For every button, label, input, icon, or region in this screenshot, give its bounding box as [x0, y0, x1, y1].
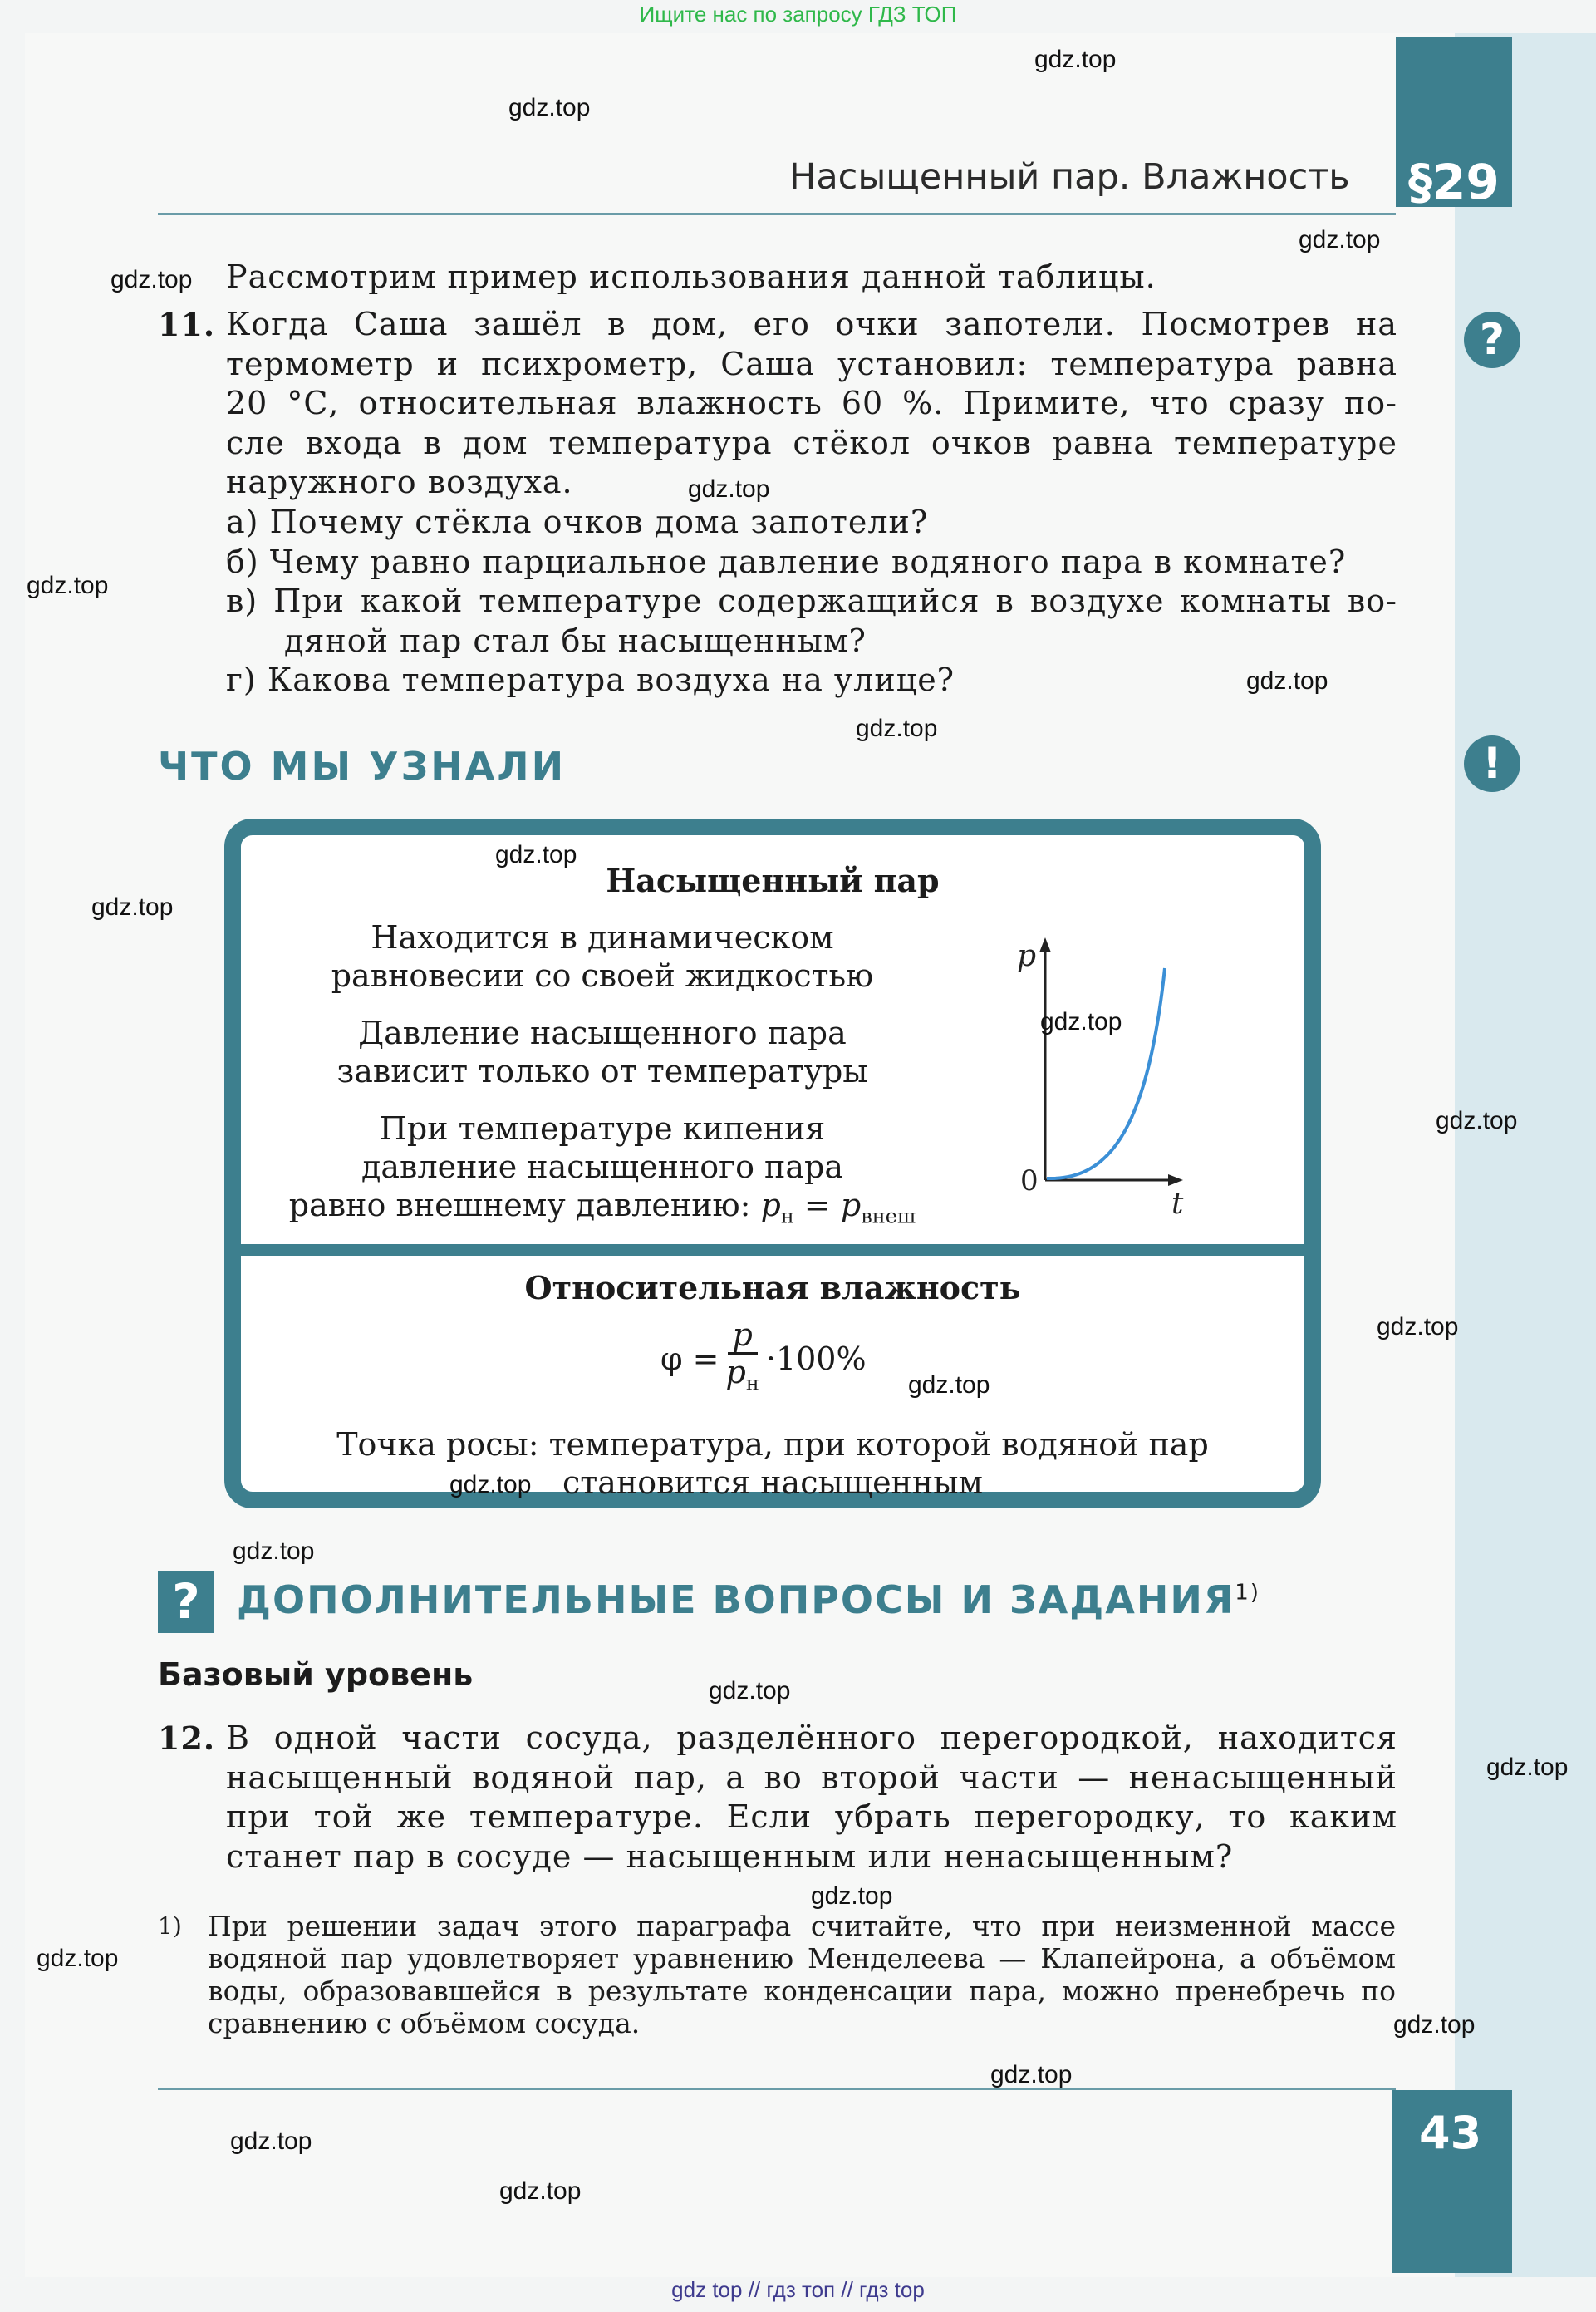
watermark: gdz.top [449, 1471, 532, 1498]
task-11-item-d: г) Какова температура воздуха на улице? [226, 662, 955, 698]
watermark: gdz.top [1040, 1008, 1122, 1035]
question-icon: ? [1464, 312, 1520, 368]
formula-phi: φ = [660, 1340, 719, 1377]
header-rule [158, 213, 1396, 215]
watermark: gdz.top [27, 572, 109, 599]
watermark: gdz.top [91, 893, 174, 921]
graph-y-arrow [1039, 937, 1051, 952]
task-12-line: насыщенный водяной пар, а во второй части — ненасыщенный [226, 1759, 1397, 1796]
watermark: gdz.top [1299, 226, 1381, 253]
task-12-body [226, 1719, 1397, 1877]
footnote-text: При решении задач этого параграфа считайте, что при неизменной массе водяной пар удовлетворяет уравнению Менделеева — Клапейрона, а объёмом воды, образовавшейся в результате конденсации пара, можно пренебречь по сравнению с объёмом сосуда. [208, 1910, 1396, 2039]
watermark: gdz.top [811, 1882, 893, 1910]
task-11-items [226, 503, 1397, 701]
formula-numerator: p [728, 1317, 758, 1355]
paragraph-number: §29 [1408, 154, 1500, 210]
fact-equilibrium: Находится в динамическом равновесии со своей жидкостью [331, 919, 874, 994]
task-12-line: В одной части сосуда, разделённого перегородкой, находится [226, 1719, 1397, 1756]
intro-text: Рассмотрим пример использования данной таблицы. [226, 258, 1156, 295]
task-11-item-a: а) Почему стёкла очков дома запотели? [226, 504, 929, 540]
saturated-vapor-title: Насыщенный пар [606, 862, 940, 899]
running-title: Насыщенный пар. Влажность [789, 156, 1350, 198]
task-11-line: Когда Саша зашёл в дом, его очки запотели. Посмотрев на [226, 306, 1397, 342]
graph-y-label: p [1017, 939, 1037, 973]
task-11-number: 11. [158, 306, 216, 343]
footnote [158, 1910, 1396, 2039]
watermark: gdz.top [688, 475, 770, 503]
footnote-mark: 1) [158, 1912, 182, 1940]
vapor-pressure-graph [1005, 931, 1205, 1221]
fact-boiling: При температуре кипения давление насыщенного пара равно внешнему давлению: $p_н = p_{внеш}$ [274, 1109, 931, 1236]
graph-curve [1047, 968, 1165, 1178]
page-number: 43 [1419, 2107, 1482, 2159]
task-11-body [226, 305, 1397, 503]
task-11-line: 20 °С, относительная влажность 60 %. Примите, что сразу по- [226, 385, 1397, 421]
top-banner[interactable]: Ищите нас по запросу ГДЗ ТОП [639, 2, 957, 27]
watermark: gdz.top [37, 1945, 119, 1972]
watermark: gdz.top [1436, 1107, 1518, 1134]
question-square-icon: ? [158, 1571, 214, 1633]
watermark: gdz.top [1486, 1754, 1569, 1781]
task-11-line: термометр и психрометр, Саша установил: температура равна [226, 345, 1397, 382]
boiling-formula: равно внешнему давлению: $p_н = p_{внеш}$ [288, 1187, 916, 1228]
level-heading: Базовый уровень [158, 1656, 474, 1693]
task-11-item-c-cont: дяной пар стал бы насыщенным? [284, 622, 867, 659]
watermark: gdz.top [1034, 46, 1117, 73]
task-12-line: станет пар в сосуде — насыщенным или ненасыщенным? [226, 1837, 1234, 1875]
relative-humidity-formula [660, 1317, 867, 1400]
footer-rule [158, 2088, 1396, 2090]
exclamation-icon: ! [1464, 735, 1520, 792]
task-11-item-b: б) Чему равно парциальное давление водяного пара в комнате? [226, 543, 1347, 580]
extra-questions-heading: ДОПОЛНИТЕЛЬНЫЕ ВОПРОСЫ И ЗАДАНИЯ$^{1)}$ [237, 1577, 1260, 1622]
right-margin-strip [1455, 33, 1596, 2277]
graph-origin: 0 [1020, 1164, 1039, 1198]
dew-point-definition: Точка росы: температура, при которой водяной пар становится насыщенным [336, 1426, 1209, 1501]
task-11-item-c: в) При какой температуре содержащийся в воздухе комнаты во- [226, 583, 1397, 619]
watermark: gdz.top [908, 1371, 990, 1399]
summary-heading: ЧТО МЫ УЗНАЛИ [158, 744, 567, 789]
watermark: gdz.top [1377, 1313, 1459, 1340]
bottom-banner[interactable]: gdz top // гдз топ // гдз top [671, 2277, 925, 2302]
watermark: gdz.top [495, 841, 577, 868]
task-12-line: при той же температуре. Если убрать перегородку, то каким [226, 1798, 1397, 1835]
formula-denominator: $p_н$ [725, 1353, 759, 1395]
graph-x-label: t [1171, 1187, 1184, 1221]
watermark: gdz.top [110, 266, 193, 293]
watermark: gdz.top [230, 2128, 312, 2155]
formula-percent: ·100% [765, 1340, 867, 1377]
watermark: gdz.top [856, 715, 938, 742]
summary-box-divider [224, 1244, 1321, 1256]
task-12-number: 12. [158, 1719, 216, 1757]
relative-humidity-title: Относительная влажность [524, 1269, 1021, 1306]
formula-fraction [726, 1317, 759, 1401]
graph-x-arrow [1168, 1174, 1183, 1186]
watermark: gdz.top [499, 2177, 582, 2205]
watermark: gdz.top [1246, 667, 1328, 695]
task-11-line: наружного воздуха. [226, 464, 573, 500]
watermark: gdz.top [508, 94, 591, 121]
watermark: gdz.top [709, 1677, 791, 1704]
fact-temperature-dependence: Давление насыщенного пара зависит только от температуры [336, 1015, 868, 1090]
watermark: gdz.top [233, 1537, 315, 1565]
watermark: gdz.top [990, 2061, 1073, 2088]
watermark: gdz.top [1393, 2011, 1476, 2039]
task-11-line: сле входа в дом температура стёкол очков равна температуре [226, 424, 1397, 461]
